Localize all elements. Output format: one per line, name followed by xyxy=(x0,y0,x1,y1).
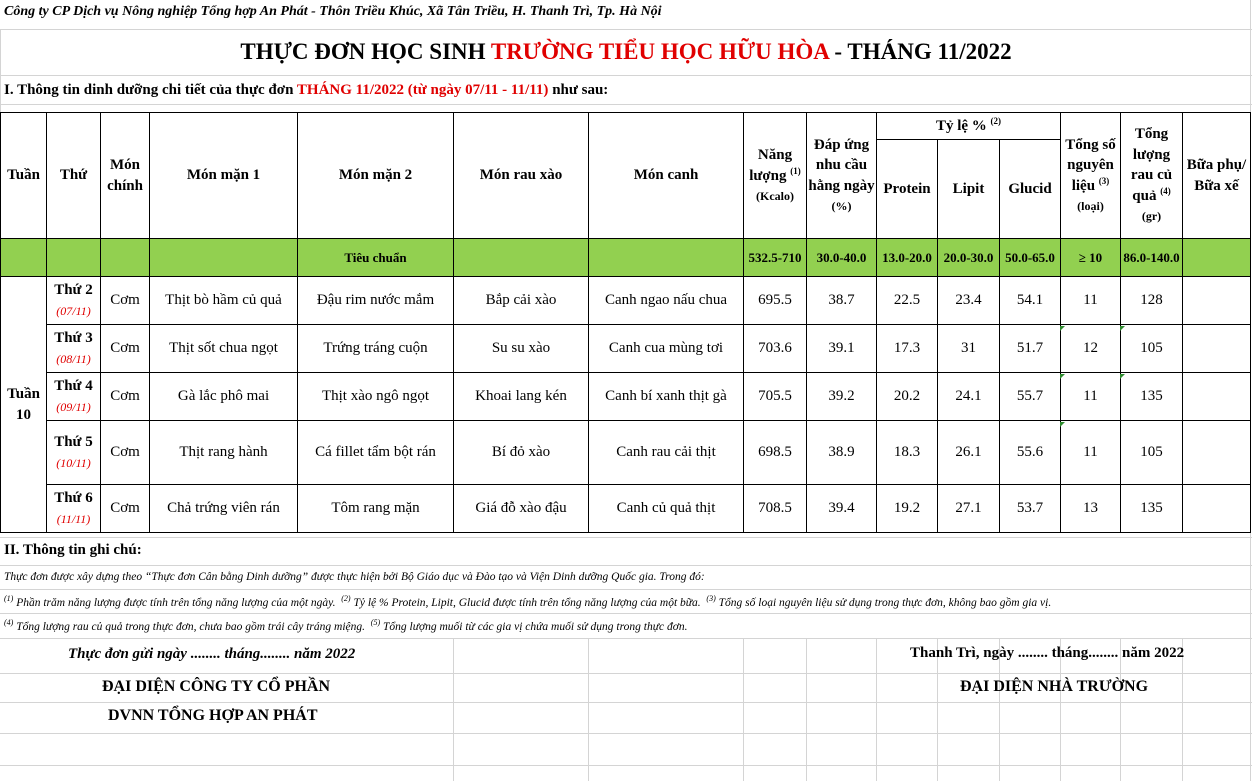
mon-man-1-cell: Thịt rang hành xyxy=(150,421,298,485)
protein-cell: 18.3 xyxy=(877,421,938,485)
header-tuan: Tuần xyxy=(1,113,47,239)
bua-phu-cell xyxy=(1183,421,1251,485)
page-title: THỰC ĐƠN HỌC SINH TRƯỜNG TIỂU HỌC HỮU HÒA - THÁNG 11/2022 xyxy=(240,39,1012,64)
mon-chinh-cell: Cơm xyxy=(101,325,150,373)
bua-phu-cell xyxy=(1183,277,1251,325)
dap-ung-cell: 39.4 xyxy=(807,485,877,533)
nang-luong-cell: 695.5 xyxy=(744,277,807,325)
company-info: Công ty CP Dịch vụ Nông nghiệp Tổng hợp An Phát - Thôn Triều Khúc, Xã Tân Triều, H. Thanh Trì, Tp. Hà Nội xyxy=(4,4,662,19)
header-mon-chinh: Món chính xyxy=(101,113,150,239)
tong-luong-cell: 135 xyxy=(1121,485,1183,533)
glucid-cell: 55.6 xyxy=(1000,421,1061,485)
header-thu: Thứ xyxy=(47,113,101,239)
header-bua-phu: Bữa phụ/ Bữa xế xyxy=(1183,113,1251,239)
section-2-heading: II. Thông tin ghi chú: xyxy=(4,542,142,558)
table-row xyxy=(1,277,1251,325)
standard-tong-so: ≥ 10 xyxy=(1061,239,1121,277)
menu-table xyxy=(0,112,1251,533)
header-nang-luong: Năng lượng $^{(1)}$ (Kcalo) xyxy=(744,113,807,239)
mon-rau-cell: Bắp cải xào xyxy=(454,277,589,325)
header-mon-canh: Món canh xyxy=(589,113,744,239)
nang-luong-cell: 708.5 xyxy=(744,485,807,533)
mon-chinh-cell: Cơm xyxy=(101,277,150,325)
standard-glucid: 50.0-65.0 xyxy=(1000,239,1061,277)
glucid-cell: 55.7 xyxy=(1000,373,1061,421)
glucid-cell: 53.7 xyxy=(1000,485,1061,533)
tong-luong-cell: 128 xyxy=(1121,277,1183,325)
header-ty-le: Tỷ lệ % $^{(2)}$ xyxy=(877,113,1061,140)
comment-indicator-icon xyxy=(1120,374,1125,379)
mon-man-2-cell: Trứng tráng cuộn xyxy=(298,325,454,373)
tong-so-cell: 13 xyxy=(1061,485,1121,533)
mon-rau-cell: Giá đỗ xào đậu xyxy=(454,485,589,533)
protein-cell: 20.2 xyxy=(877,373,938,421)
mon-rau-cell: Bí đỏ xào xyxy=(454,421,589,485)
glucid-cell: 54.1 xyxy=(1000,277,1061,325)
protein-cell: 17.3 xyxy=(877,325,938,373)
tong-so-cell: 11 xyxy=(1061,421,1121,485)
mon-rau-cell: Su su xào xyxy=(454,325,589,373)
lipit-cell: 31 xyxy=(938,325,1000,373)
note-line-1: Thực đơn được xây dựng theo “Thực đơn Cân bằng Dinh dưỡng” được thực hiện bởi Bộ Giáo dục và Đào tạo và Viện Dinh dưỡng Quốc gia. Trong đó: xyxy=(4,571,705,583)
table-row xyxy=(1,485,1251,533)
mon-man-2-cell: Đậu rim nước mắm xyxy=(298,277,454,325)
day-cell: Thứ 6 (11/11) xyxy=(47,485,101,533)
mon-chinh-cell: Cơm xyxy=(101,373,150,421)
lipit-cell: 27.1 xyxy=(938,485,1000,533)
lipit-cell: 23.4 xyxy=(938,277,1000,325)
mon-man-2-cell: Tôm rang mặn xyxy=(298,485,454,533)
tong-so-cell: 11 xyxy=(1061,373,1121,421)
bua-phu-cell xyxy=(1183,325,1251,373)
day-cell: Thứ 4 (09/11) xyxy=(47,373,101,421)
dap-ung-cell: 38.7 xyxy=(807,277,877,325)
dap-ung-cell: 38.9 xyxy=(807,421,877,485)
tong-so-cell: 12 xyxy=(1061,325,1121,373)
comment-indicator-icon xyxy=(1060,326,1065,331)
header-mon-man-2: Món mặn 2 xyxy=(298,113,454,239)
note-line-2: $^{(1)}$ Phần trăm năng lượng được tính trên tổng năng lượng của một ngày. $^{(2)}$ Tỷ lệ % Protein, Lipit, Glucid được tính trên tổng năng lượng của một bữa. $^{(3)}$ Tổng số loại nguyên liệu sử dụng trong thực đơn, không bao gồm gia vị. xyxy=(4,594,1052,609)
comment-indicator-icon xyxy=(1060,374,1065,379)
header-protein: Protein xyxy=(877,140,938,239)
header-tong-luong: Tổng lượng rau củ quả $^{(4)}$ (gr) xyxy=(1121,113,1183,239)
table-row xyxy=(1,373,1251,421)
mon-man-1-cell: Thịt sốt chua ngọt xyxy=(150,325,298,373)
nang-luong-cell: 703.6 xyxy=(744,325,807,373)
header-glucid: Glucid xyxy=(1000,140,1061,239)
mon-man-2-cell: Thịt xào ngô ngọt xyxy=(298,373,454,421)
bua-phu-cell xyxy=(1183,373,1251,421)
bua-phu-cell xyxy=(1183,485,1251,533)
right-date-line: Thanh Trì, ngày ........ tháng........ năm 2022 xyxy=(910,645,1185,661)
lipit-cell: 26.1 xyxy=(938,421,1000,485)
mon-canh-cell: Canh cua mùng tơi xyxy=(589,325,744,373)
mon-man-2-cell: Cá fillet tẩm bột rán xyxy=(298,421,454,485)
lipit-cell: 24.1 xyxy=(938,373,1000,421)
nang-luong-cell: 705.5 xyxy=(744,373,807,421)
standard-protein: 13.0-20.0 xyxy=(877,239,938,277)
mon-man-1-cell: Thịt bò hầm củ quả xyxy=(150,277,298,325)
day-cell: Thứ 2 (07/11) xyxy=(47,277,101,325)
header-lipit: Lipit xyxy=(938,140,1000,239)
comment-indicator-icon xyxy=(1060,422,1065,427)
header-dap-ung: Đáp ứng nhu cầu hằng ngày (%) xyxy=(807,113,877,239)
week-label: Tuần 10 xyxy=(1,277,47,533)
comment-indicator-icon xyxy=(1120,326,1125,331)
tong-so-cell: 11 xyxy=(1061,277,1121,325)
mon-canh-cell: Canh rau cải thịt xyxy=(589,421,744,485)
day-cell: Thứ 3 (08/11) xyxy=(47,325,101,373)
standard-label: Tiêu chuẩn xyxy=(298,239,454,277)
protein-cell: 19.2 xyxy=(877,485,938,533)
left-representative-1: ĐẠI DIỆN CÔNG TY CỔ PHẦN xyxy=(102,678,331,695)
header-mon-rau-xao: Món rau xào xyxy=(454,113,589,239)
tong-luong-cell: 135 xyxy=(1121,373,1183,421)
mon-chinh-cell: Cơm xyxy=(101,485,150,533)
glucid-cell: 51.7 xyxy=(1000,325,1061,373)
section-1-heading: I. Thông tin dinh dưỡng chi tiết của thực đơn THÁNG 11/2022 (từ ngày 07/11 - 11/11) như sau: xyxy=(4,82,609,98)
standard-row xyxy=(1,239,1251,277)
mon-canh-cell: Canh bí xanh thịt gà xyxy=(589,373,744,421)
tong-luong-cell: 105 xyxy=(1121,325,1183,373)
protein-cell: 22.5 xyxy=(877,277,938,325)
table-row xyxy=(1,325,1251,373)
note-line-3: $^{(4)}$ Tổng lượng rau củ quả trong thực đơn, chưa bao gồm trái cây tráng miệng. $^{(5)}$ Tổng lượng muối từ các gia vị chứa muối sử dụng trong thực đơn. xyxy=(4,618,688,633)
mon-rau-cell: Khoai lang kén xyxy=(454,373,589,421)
standard-dap-ung: 30.0-40.0 xyxy=(807,239,877,277)
table-row xyxy=(1,421,1251,485)
dap-ung-cell: 39.2 xyxy=(807,373,877,421)
standard-nang-luong: 532.5-710 xyxy=(744,239,807,277)
right-representative: ĐẠI DIỆN NHÀ TRƯỜNG xyxy=(960,678,1149,695)
mon-chinh-cell: Cơm xyxy=(101,421,150,485)
tong-luong-cell: 105 xyxy=(1121,421,1183,485)
day-cell: Thứ 5 (10/11) xyxy=(47,421,101,485)
standard-lipit: 20.0-30.0 xyxy=(938,239,1000,277)
standard-tong-luong: 86.0-140.0 xyxy=(1121,239,1183,277)
left-date-line: Thực đơn gửi ngày ........ tháng........ năm 2022 xyxy=(68,646,356,662)
dap-ung-cell: 39.1 xyxy=(807,325,877,373)
mon-man-1-cell: Chả trứng viên rán xyxy=(150,485,298,533)
mon-man-1-cell: Gà lắc phô mai xyxy=(150,373,298,421)
header-tong-so: Tổng số nguyên liệu $^{(3)}$ (loại) xyxy=(1061,113,1121,239)
left-representative-2: DVNN TỔNG HỢP AN PHÁT xyxy=(108,707,318,724)
nang-luong-cell: 698.5 xyxy=(744,421,807,485)
header-mon-man-1: Món mặn 1 xyxy=(150,113,298,239)
mon-canh-cell: Canh củ quả thịt xyxy=(589,485,744,533)
mon-canh-cell: Canh ngao nấu chua xyxy=(589,277,744,325)
